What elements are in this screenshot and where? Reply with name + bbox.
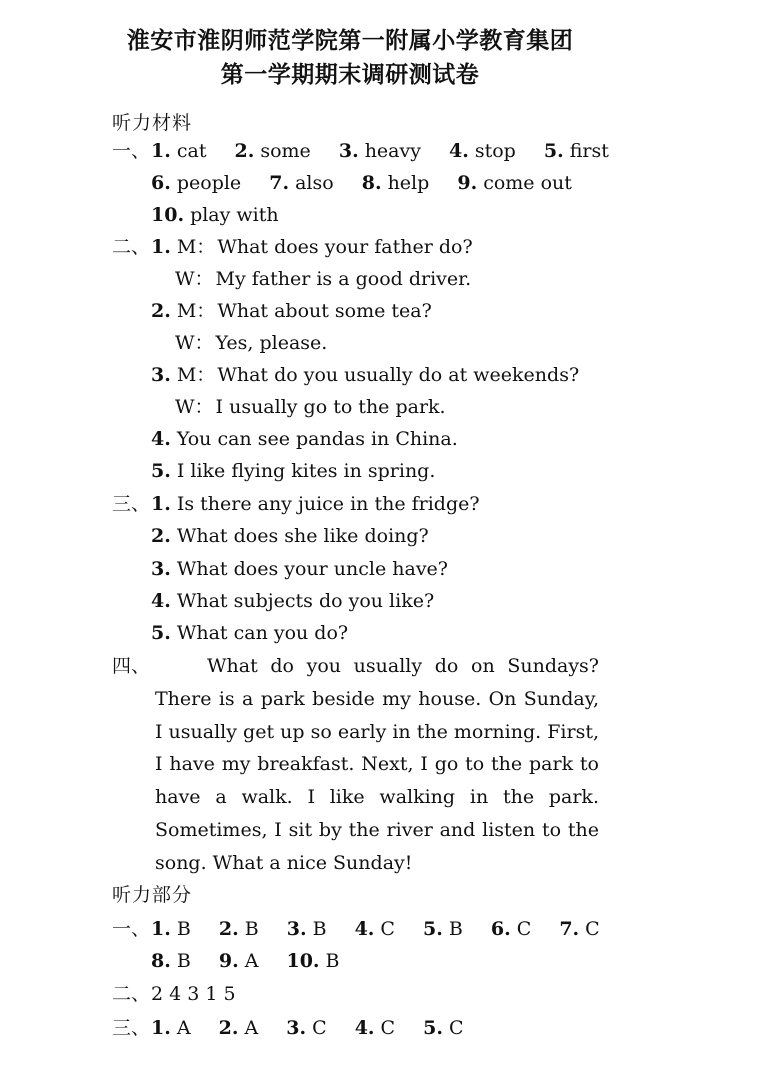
dialogue-3-m: 3. M： What do you usually do at weekends? xyxy=(151,364,580,386)
answer-item: 1. B xyxy=(151,918,191,940)
dialogue-2-w: W： Yes, please. xyxy=(175,332,328,354)
dialogue-2-m: 2. M： What about some tea? xyxy=(151,300,432,322)
answer-item: 3. C xyxy=(286,1017,327,1039)
word-item: 5. first xyxy=(543,140,609,162)
answers-part3-label: 三、 xyxy=(112,1017,151,1039)
answers-heading: 听力部分 xyxy=(112,884,193,906)
part3-label: 三、 xyxy=(112,493,151,515)
answer-item: 7. C xyxy=(559,918,600,940)
sentence-5: 5. I like flying kites in spring. xyxy=(151,460,436,482)
document-title-line2: 第一学期期末调研测试卷 xyxy=(220,62,480,88)
part4-passage xyxy=(155,650,599,880)
word-item: 10. play with xyxy=(151,204,279,226)
word-item: 6. people xyxy=(151,172,242,194)
answers-part3-row1 xyxy=(151,1015,464,1041)
answer-item: 1. A xyxy=(151,1017,191,1039)
question-4: 4. What subjects do you like? xyxy=(151,590,435,612)
document-title-line1: 淮安市淮阴师范学院第一附属小学教育集团 xyxy=(126,28,574,54)
answer-item: 5. B xyxy=(423,918,463,940)
answer-item: 3. B xyxy=(286,918,327,940)
answer-item: 6. C xyxy=(490,918,532,940)
dialogue-1-m: 1. M： What does your father do? xyxy=(151,236,473,258)
word-item: 7. also xyxy=(269,172,334,194)
word-item: 3. heavy xyxy=(338,140,421,162)
part2-label: 二、 xyxy=(112,236,151,258)
answer-item: 5. C xyxy=(423,1017,464,1039)
part1-row2 xyxy=(151,170,572,196)
word-item: 4. stop xyxy=(449,140,516,162)
passage-text: What do you usually do on Sundays? There is a park beside my house. On Sunday, I usually get up so early in the morning. First, I have my breakfast. Next, I go to the park to have a walk. I like walking in the park. Sometimes, I sit by the river and listen to the song. What a nice Sunday! xyxy=(155,655,599,874)
answer-item: 4. C xyxy=(354,918,395,940)
part1-row1 xyxy=(151,138,609,164)
question-2: 2. What does she like doing? xyxy=(151,525,429,547)
answer-item: 9. A xyxy=(218,950,259,972)
answer-item: 10. B xyxy=(286,950,340,972)
answers-part1-row1 xyxy=(151,916,600,942)
answer-item: 4. C xyxy=(354,1017,396,1039)
answer-item: 8. B xyxy=(151,950,191,972)
question-1: 1. Is there any juice in the fridge? xyxy=(151,493,480,515)
word-item: 8. help xyxy=(361,172,430,194)
sentence-4: 4. You can see pandas in China. xyxy=(151,428,458,450)
word-item: 1. cat xyxy=(151,140,207,162)
answers-part1-label: 一、 xyxy=(112,918,151,940)
answer-item: 2. B xyxy=(218,918,259,940)
answers-part2-order: 2 4 3 1 5 xyxy=(151,983,236,1005)
part1-row3 xyxy=(151,202,279,228)
listening-material-heading: 听力材料 xyxy=(112,112,193,134)
word-item: 9. come out xyxy=(457,172,572,194)
question-3: 3. What does your uncle have? xyxy=(151,558,448,580)
question-5: 5. What can you do? xyxy=(151,622,349,644)
answers-part1-row2 xyxy=(151,948,340,974)
dialogue-1-w: W： My father is a good driver. xyxy=(175,268,472,290)
answers-part2-label: 二、 xyxy=(112,983,151,1005)
part4-label: 四、 xyxy=(112,655,151,677)
word-item: 2. some xyxy=(234,140,311,162)
part1-label: 一、 xyxy=(112,140,151,162)
dialogue-3-w: W： I usually go to the park. xyxy=(175,396,446,418)
answer-item: 2. A xyxy=(218,1017,259,1039)
